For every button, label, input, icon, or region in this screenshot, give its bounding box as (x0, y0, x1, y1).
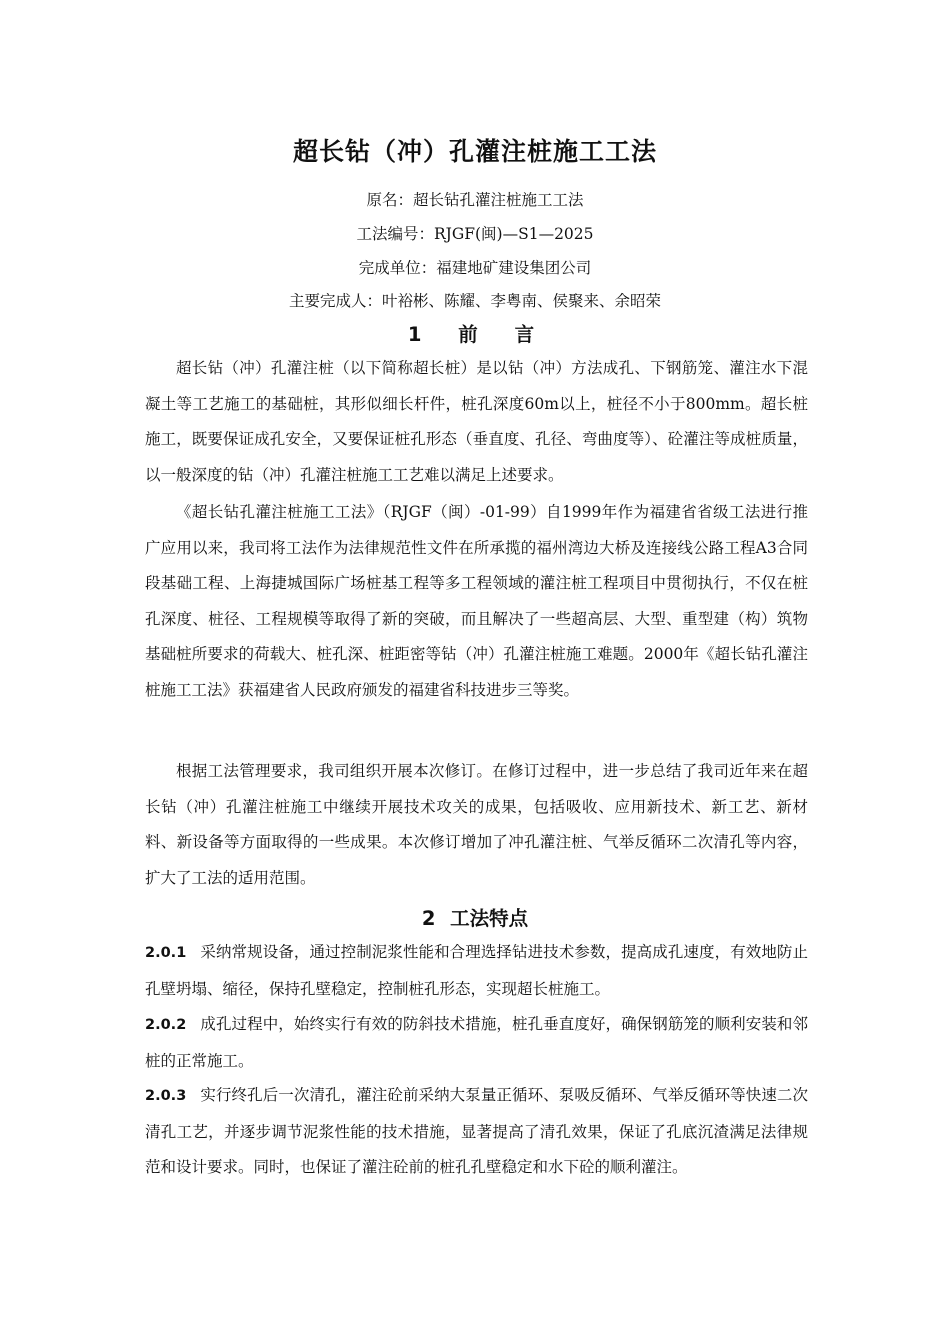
completing-organization: 完成单位：福建地矿建设集团公司 (358, 259, 592, 277)
feature-item (145, 1007, 808, 1079)
preface-paragraph-3: 根据工法管理要求，我司组织开展本次修订。在修订过程中，进一步总结了我司近年来在超长钻（冲）孔灌注桩施工中继续开展技术攻关的成果，包括吸收、应用新技术、新工艺、新材料、新设备等方面取得的一些成果。本次修订增加了冲孔灌注桩、气举反循环二次清孔等内容，扩大了工法的适用范围。 (145, 762, 808, 887)
section-heading-preface: 1 前 言 (407, 323, 543, 346)
feature-item (145, 1078, 808, 1186)
feature-item-number: 2.0.3 (145, 1088, 187, 1104)
method-number: 工法编号：RJGF(闽)—S1—2025 (356, 225, 594, 243)
preface-paragraph-2: 《超长钻孔灌注桩施工工法》（RJGF（闽）-01-99）自1999年作为福建省省级工法进行推广应用以来，我司将工法作为法律规范性文件在所承揽的福州湾边大桥及连接线公路工程A3合同段基础工程、上海捷城国际广场桩基工程等多工程领域的灌注桩工程项目中贯彻执行，不仅在桩孔深度、桩径、工程规模等取得了新的突破，而且解决了一些超高层、大型、重型建（构）筑物基础桩所要求的荷载大、桩孔深、桩距密等钻（冲）孔灌注桩施工难题。2000年《超长钻孔灌注桩施工工法》获福建省人民政府颁发的福建省科技进步三等奖。 (145, 503, 808, 699)
feature-item-text: 成孔过程中，始终实行有效的防斜技术措施，桩孔垂直度好，确保钢筋笼的顺利安装和邻桩的正常施工。 (145, 1015, 808, 1070)
section-heading-features: 2 工法特点 (421, 907, 529, 930)
feature-item-text: 实行终孔后一次清孔，灌注砼前采纳大泵量正循环、泵吸反循环、气举反循环等快速二次清孔工艺，并逐步调节泥浆性能的技术措施，显著提高了清孔效果，保证了孔底沉渣满足法律规范和设计要求。同时，也保证了灌注砼前的桩孔孔壁稳定和水下砼的顺利灌注。 (145, 1086, 808, 1176)
document-title: 超长钻（冲）孔灌注桩施工工法 (292, 137, 657, 166)
feature-item (145, 935, 808, 1007)
original-name: 原名：超长钻孔灌注桩施工工法 (366, 191, 584, 209)
preface-paragraph-1: 超长钻（冲）孔灌注桩（以下简称超长桩）是以钻（冲）方法成孔、下钢筋笼、灌注水下混凝土等工艺施工的基础桩，其形似细长杆件，桩孔深度60m以上，桩径不小于800mm。超长桩施工，既要保证成孔安全，又要保证桩孔形态（垂直度、孔径、弯曲度等）、砼灌注等成桩质量，以一般深度的钻（冲）孔灌注桩施工工艺难以满足上述要求。 (145, 359, 808, 484)
feature-item-text: 采纳常规设备，通过控制泥浆性能和合理选择钻进技术参数，提高成孔速度，有效地防止孔壁坍塌、缩径，保持孔壁稳定，控制桩孔形态，实现超长桩施工。 (145, 943, 808, 998)
feature-item-number: 2.0.2 (145, 1017, 187, 1033)
main-authors: 主要完成人：叶裕彬、陈耀、李粤南、侯聚来、余昭荣 (288, 292, 661, 310)
feature-item-number: 2.0.1 (145, 945, 187, 961)
